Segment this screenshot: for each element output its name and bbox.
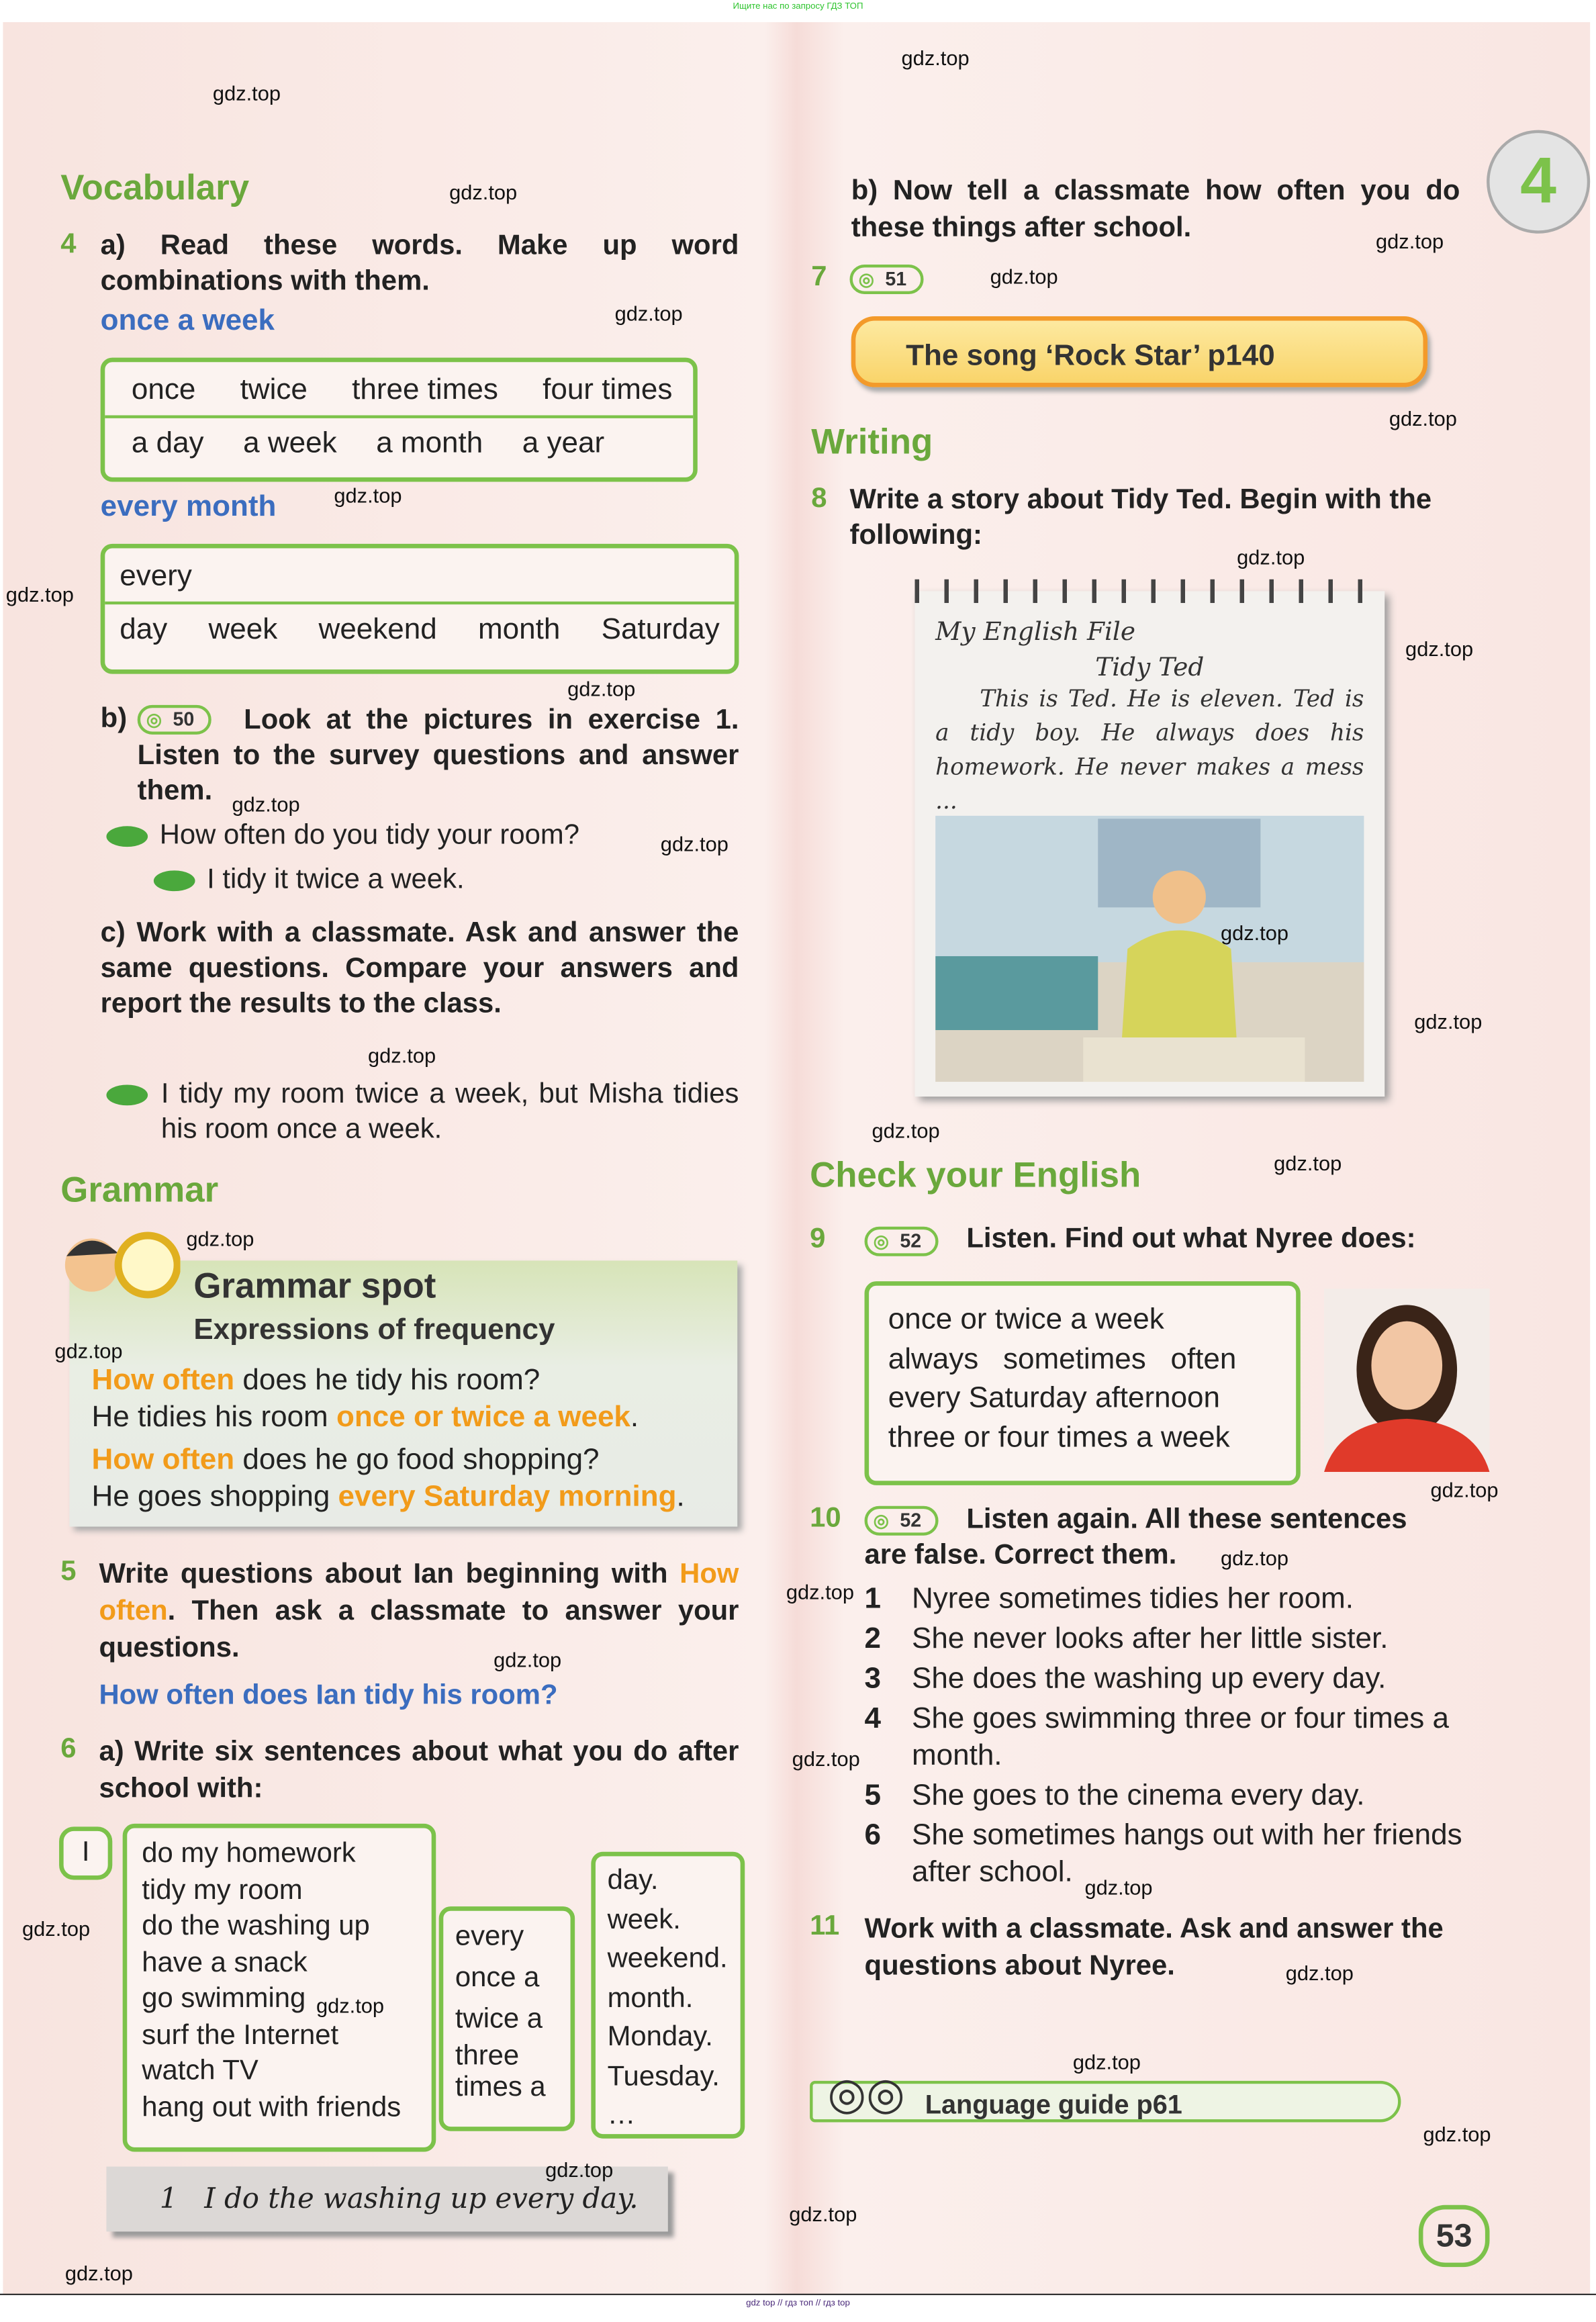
watermark: gdz.top <box>368 1043 436 1068</box>
watermark: gdz.top <box>990 264 1058 289</box>
word: week <box>208 613 278 646</box>
language-guide-link[interactable]: Language guide p61 <box>810 2081 1401 2123</box>
time: week. <box>607 1904 681 1936</box>
time: Tuesday. <box>607 2061 720 2092</box>
exercise-number: 10 <box>810 1503 841 1534</box>
word: day <box>120 613 168 646</box>
text: . <box>676 1481 685 1514</box>
example-number: 1 <box>159 2182 178 2216</box>
watermark: gdz.top <box>1220 1546 1289 1570</box>
check-your-english-heading: Check your English <box>810 1156 1141 1196</box>
item-number: 6 <box>864 1819 882 1852</box>
word: twice <box>240 373 308 407</box>
watermark: gdz.top <box>1084 1875 1153 1900</box>
dialogue-question <box>106 820 579 852</box>
activity: do the washing up <box>142 1910 370 1942</box>
watermark: gdz.top <box>316 1994 385 2018</box>
grammar-examples <box>91 1362 684 1516</box>
writing-heading: Writing <box>811 422 933 463</box>
word-box-1 <box>101 358 698 482</box>
word: weekend <box>318 613 437 646</box>
answer-text: I tidy it twice a week. <box>207 864 465 896</box>
watermark: gdz.top <box>22 1916 91 1941</box>
watermark: gdz.top <box>212 81 281 105</box>
exercise-10-instruction: Listen again. All these sentences are false. Correct them. <box>864 1504 1407 1571</box>
highlight: How often <box>91 1364 235 1397</box>
text: . <box>630 1401 639 1434</box>
item-text: She sometimes hangs out with her friends after school. <box>911 1819 1462 1889</box>
speech-bubble-icon <box>154 870 195 891</box>
false-sentences-list <box>865 1581 1485 1895</box>
example-text: I do the washing up every day. <box>204 2182 639 2216</box>
exercise-4b-instruction: Look at the pictures in exercise 1. Listen to the survey questions and answer them. <box>137 704 739 807</box>
text: . Then ask a classmate to answer your questions. <box>99 1595 739 1665</box>
activity: watch TV <box>142 2055 259 2087</box>
activity: hang out with friends <box>142 2092 402 2123</box>
watermark: gdz.top <box>786 1579 854 1604</box>
frequency-box <box>439 1906 575 2131</box>
watermark: gdz.top <box>1237 545 1305 569</box>
watermark: gdz.top <box>1285 1961 1354 1985</box>
story-text: This is Ted. He is eleven. Ted is a tidy boy. He always does his homework. He never makes a mess ... <box>935 686 1364 815</box>
word: month <box>477 613 561 646</box>
watermark: gdz.top <box>614 301 683 326</box>
unit-badge: 4 <box>1487 130 1590 234</box>
watermark: gdz.top <box>1423 2122 1491 2146</box>
exercise-number: 11 <box>810 1910 840 1942</box>
activity: have a snack <box>142 1947 308 1978</box>
grammar-line <box>91 1442 684 1479</box>
watermark: gdz.top <box>789 2202 857 2226</box>
question-text: How often do you tidy your room? <box>159 820 579 851</box>
activity: surf the Internet <box>142 2019 339 2051</box>
list-item <box>865 1621 1485 1658</box>
text: Write questions about Ian beginning with <box>99 1559 680 1591</box>
watermark: gdz.top <box>901 46 970 70</box>
activity: do my homework <box>142 1838 356 1870</box>
exercise-number: 8 <box>811 483 827 514</box>
watermark: gdz.top <box>792 1747 860 1771</box>
top-banner: Ищите нас по запросу ГДЗ ТОП <box>733 3 863 12</box>
grammar-spot-subtitle: Expressions of frequency <box>193 1313 555 1347</box>
phrase: once or twice a week <box>888 1303 1164 1336</box>
tidy-ted-illustration <box>935 816 1364 1082</box>
frequency: three times a <box>455 2041 546 2103</box>
exercise-5-example: How often does Ian tidy his room? <box>99 1680 558 1712</box>
grammar-line <box>91 1362 684 1399</box>
word: Saturday <box>601 613 720 646</box>
word: every <box>105 549 735 605</box>
watermark: gdz.top <box>494 1648 562 1672</box>
dialogue-answer <box>154 865 465 897</box>
word: a year <box>522 427 605 460</box>
watermark: gdz.top <box>5 582 74 606</box>
nyree-photo <box>1324 1289 1490 1472</box>
exercise-6a-instruction: a) Write six sentences about what you do after school with: <box>99 1736 739 1805</box>
item-text: Nyree sometimes tidies her room. <box>911 1583 1354 1616</box>
exercise-6b-instruction: b) Now tell a classmate how often you do these things after school. <box>851 175 1460 244</box>
list-item <box>865 1818 1485 1892</box>
highlight: every Saturday morning <box>338 1481 677 1514</box>
story-title: Tidy Ted <box>1095 653 1205 683</box>
word: a week <box>243 427 337 460</box>
list-item <box>865 1581 1485 1618</box>
watermark: gdz.top <box>64 2261 133 2285</box>
exercise-8-instruction: Write a story about Tidy Ted. Begin with the following: <box>849 484 1432 551</box>
exercise-number: 7 <box>811 261 827 293</box>
time: month. <box>607 1982 694 2014</box>
watermark: gdz.top <box>660 832 729 856</box>
song-banner: The song ‘Rock Star’ p140 <box>851 316 1427 387</box>
glasses-icon: ◎◎ <box>827 2070 905 2120</box>
highlight: once or twice a week <box>336 1401 630 1434</box>
grammar-spot-title: Grammar spot <box>193 1266 436 1307</box>
vocabulary-heading: Vocabulary <box>60 168 250 209</box>
footer-divider <box>0 2294 1596 2295</box>
word-box-2 <box>101 544 739 674</box>
activity: go swimming <box>142 1983 306 2014</box>
frequency: every <box>455 1921 524 1953</box>
watermark: gdz.top <box>1072 2049 1141 2074</box>
watermark: gdz.top <box>1220 921 1289 945</box>
frequency: once a <box>455 1962 540 1994</box>
watermark: gdz.top <box>1389 406 1457 430</box>
exercise-number: 4 <box>60 229 77 261</box>
watermark: gdz.top <box>232 792 300 816</box>
phrase: always sometimes often <box>888 1342 1237 1375</box>
spiral-binding <box>914 579 1384 603</box>
watermark: gdz.top <box>1414 1009 1483 1033</box>
phrase: three or four times a week <box>888 1421 1230 1454</box>
nyree-frequency-box <box>865 1281 1301 1485</box>
grammar-heading: Grammar <box>60 1170 219 1211</box>
item-number: 3 <box>864 1663 882 1696</box>
highlight: How often <box>91 1444 235 1477</box>
item-number: 1 <box>864 1583 882 1616</box>
watermark: gdz.top <box>1405 637 1474 661</box>
example-once-a-week: once a week <box>100 304 275 337</box>
watermark: gdz.top <box>54 1339 123 1363</box>
word: once <box>131 373 196 407</box>
list-item <box>865 1701 1485 1775</box>
boy-magnifier-icon <box>59 1227 180 1303</box>
exercise-number: 9 <box>810 1223 826 1255</box>
example-answer: I tidy my room twice a week, but Misha tidies his room once a week. <box>160 1078 739 1146</box>
watermark: gdz.top <box>1376 229 1444 253</box>
watermark: gdz.top <box>449 180 518 204</box>
time: … <box>607 2100 636 2131</box>
exercise-number: 5 <box>60 1556 77 1587</box>
item-text: She does the washing up every day. <box>911 1663 1387 1696</box>
cd-track-51[interactable]: ◎ 51 <box>850 265 925 294</box>
time: day. <box>607 1865 659 1896</box>
notebook <box>914 591 1384 1097</box>
phrase: every Saturday afternoon <box>888 1381 1221 1415</box>
text: He goes shopping <box>91 1481 338 1514</box>
exercise-11-instruction: Work with a classmate. Ask and answer the questions about Nyree. <box>864 1914 1444 1982</box>
item-number: 2 <box>864 1622 882 1656</box>
item-text: She never looks after her little sister. <box>911 1622 1389 1656</box>
exercise-4b-label: b) <box>100 703 128 735</box>
exercise-number: 6 <box>60 1733 77 1765</box>
page-number: 53 <box>1419 2205 1490 2267</box>
item-number: 5 <box>864 1779 882 1812</box>
list-item <box>865 1661 1485 1698</box>
grammar-line <box>91 1399 684 1436</box>
word: a day <box>131 427 204 460</box>
word: three times <box>352 373 498 407</box>
footer-text: gdz top // гдз топ // гдз top <box>746 2299 850 2309</box>
word: four times <box>543 373 673 407</box>
watermark: gdz.top <box>186 1226 254 1250</box>
activity: tidy my room <box>142 1874 303 1906</box>
time: Monday. <box>607 2021 713 2053</box>
speech-bubble-icon <box>106 826 148 847</box>
cd-track-50[interactable]: ◎ 50 <box>138 705 212 735</box>
grammar-line <box>91 1479 684 1516</box>
item-text: She goes swimming three or four times a month. <box>911 1702 1449 1772</box>
watermark: gdz.top <box>1430 1477 1499 1502</box>
text: He tidies his room <box>91 1401 336 1434</box>
time: weekend. <box>607 1943 728 1975</box>
exercise-9-instruction: Listen. Find out what Nyree does: <box>966 1223 1416 1255</box>
time-box <box>591 1852 745 2139</box>
list-item <box>865 1778 1485 1815</box>
watermark: gdz.top <box>872 1119 940 1143</box>
cd-track-52[interactable]: ◎ 52 <box>865 1227 939 1256</box>
watermark: gdz.top <box>545 2157 614 2182</box>
pronoun-box: I <box>59 1826 112 1879</box>
exercise-4c-instruction: c) Work with a classmate. Ask and answer the same questions. Compare your answers and report the results to the class. <box>100 917 739 1020</box>
activities-box <box>123 1824 436 2152</box>
watermark: gdz.top <box>1274 1151 1342 1175</box>
item-text: She goes to the cinema every day. <box>911 1779 1365 1812</box>
item-number: 4 <box>864 1702 882 1735</box>
highlight: How often <box>99 1559 739 1628</box>
speech-bubble-icon <box>106 1084 148 1105</box>
watermark: gdz.top <box>334 483 402 507</box>
exercise-4a-instruction: a) Read these words. Make up word combinations with them. <box>100 230 739 297</box>
cd-track-52[interactable]: ◎ 52 <box>865 1506 939 1536</box>
text: does he tidy his room? <box>234 1364 541 1397</box>
watermark: gdz.top <box>567 677 636 701</box>
text: does he go food shopping? <box>234 1444 600 1477</box>
example-every-month: every month <box>100 490 277 524</box>
frequency: twice a <box>455 2004 543 2035</box>
notebook-title: My English File <box>935 617 1136 647</box>
word: a month <box>376 427 483 460</box>
exercise-5-instruction <box>99 1557 739 1667</box>
